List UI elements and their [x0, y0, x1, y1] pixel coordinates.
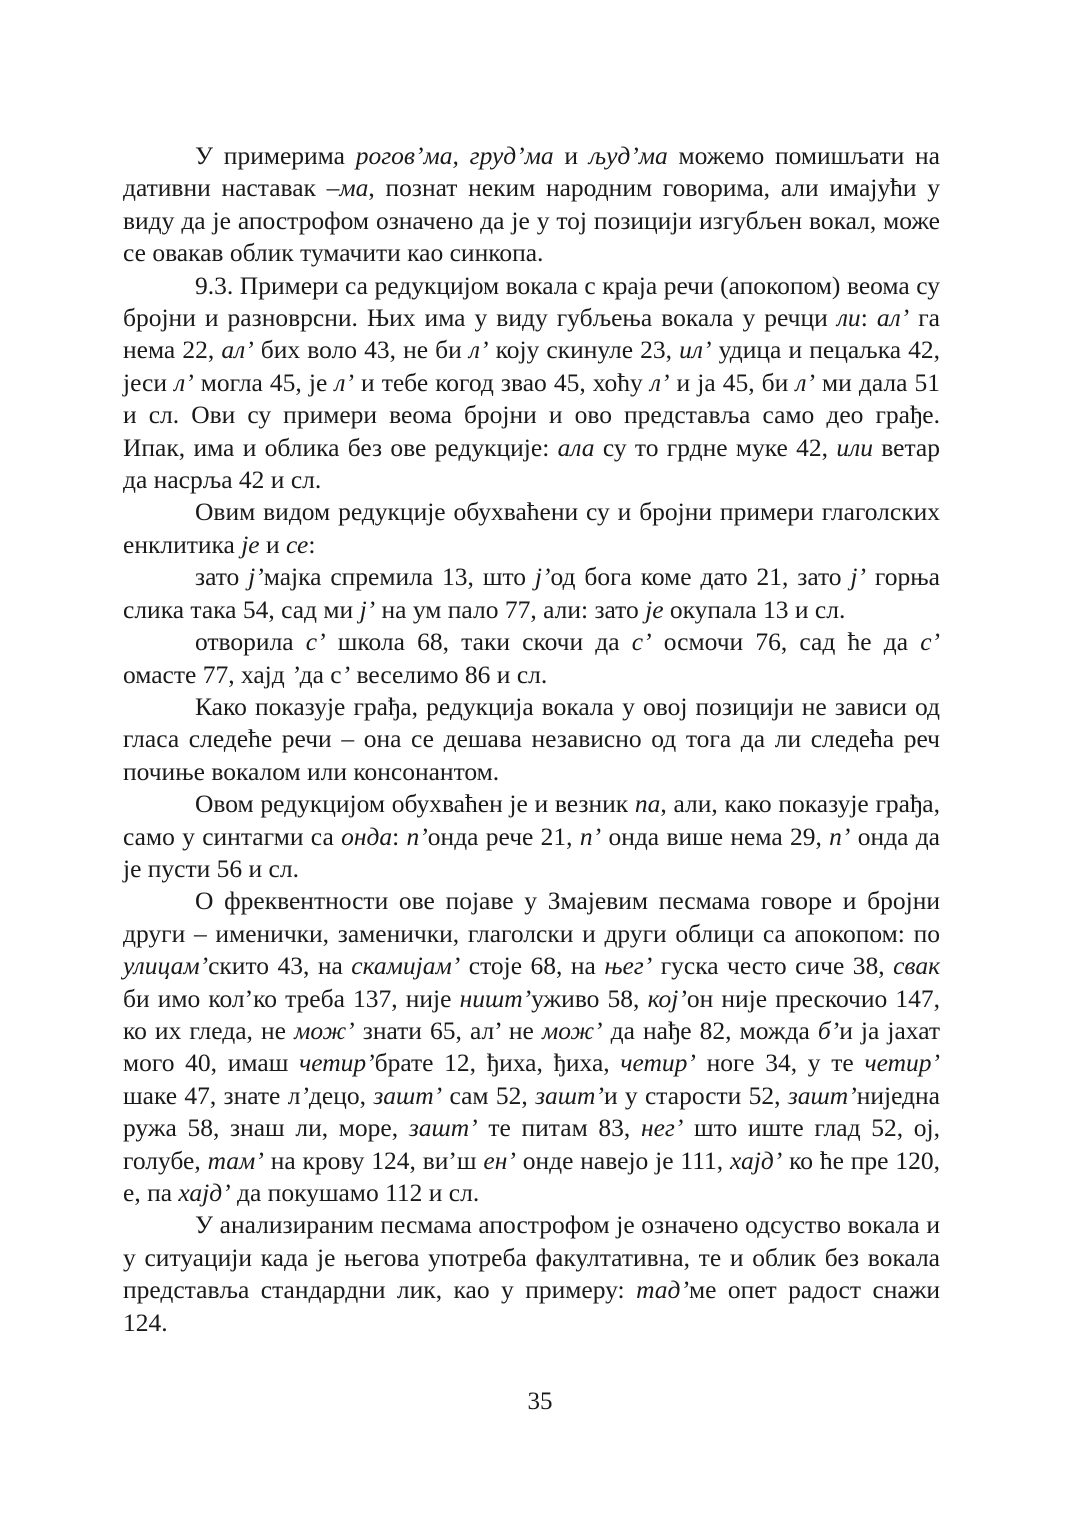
italic-example: нег’ [640, 1113, 684, 1143]
italic-example: с’ [305, 627, 326, 657]
italic-example: свак [893, 951, 941, 981]
italic-example: или [836, 432, 873, 462]
italic-example: ма [339, 173, 369, 203]
italic-example: ’ [341, 659, 351, 689]
italic-example: с’ [920, 627, 940, 657]
italic-example: њег’ [604, 951, 653, 981]
italic-example: зашт’ [408, 1113, 478, 1143]
italic-example: с’ [631, 627, 652, 657]
italic-example: п’ [406, 821, 428, 851]
italic-example: је [241, 529, 260, 559]
italic-example: j’ [359, 594, 376, 624]
italic-example: ил’ [679, 335, 712, 365]
italic-example: зашт’ [373, 1080, 443, 1110]
italic-example: ал’ [876, 303, 910, 333]
italic-example: онда [341, 821, 393, 851]
italic-example: л’ [795, 367, 815, 397]
italic-example: зашт’ [787, 1080, 857, 1110]
paragraph-optional-vowel: У анализираним песмама апострофом је означено одсуство вокала и у ситуацији када је његова употреба факултативна, те и облик без вокала представља стандардни лик, као у примеру: тад’ме опет радост снажи 124. [123, 1210, 941, 1337]
italic-example: п’ [829, 821, 851, 851]
italic-example: скамијам’ [351, 951, 461, 981]
italic-example: четир’ [864, 1048, 940, 1078]
italic-example: j’ [850, 562, 866, 592]
italic-example: мож’ [541, 1015, 603, 1045]
italic-example: хајд’ [730, 1145, 783, 1175]
italic-example: j’ [534, 562, 551, 592]
italic-example: улицам’ [123, 951, 209, 981]
italic-example: четир’ [620, 1048, 696, 1078]
page-number: 35 [527, 1388, 553, 1415]
paragraph-apocope-li: 9.3. Примери са редукцијом вокала с краја речи (апокопом) веома су бројни и разноврсни. Њих има у виду губљења вокала у речци ли: ал’ га нема 22, ал’ бих воло 43, не би л’ коју скинуле 23, ил’ удица и пецаљка 42, јеси л’ могла 45, је л’ и тебе когод звао 45, хоћу л’ и ја 45, би л’ ми дала 51 и сл. Ови су примери веома бројни и ово представља само део грађе. Ипак, има и облика без ове редукције: ала су то грдне муке 42, или ветар да насрља 42 и сл. [123, 270, 940, 495]
paragraph-phonetic-context: Како показује грађа, редукција вокала у овој позицији не зависи од гласа следеће речи – она се дешава независно од тога да ли следећа реч почиње вокалом или консонантом. [123, 691, 940, 786]
italic-example: је [645, 594, 664, 624]
italic-example: ’ [291, 659, 300, 689]
italic-example: ли [836, 303, 861, 333]
page-body [123, 140, 940, 1339]
paragraph-syncope: У примерима рогов’ма, груд’ма и људ’ма можемо помишљати на дативни наставак –ма, познат неким народним говорима, али имајући у виду да је апострофом означено да је у тој позицији изгубљен вокал, може се овакав облик тумачити као синкопа. [123, 141, 940, 268]
italic-example: л’ [174, 367, 194, 397]
italic-example: j’ [248, 562, 264, 592]
italic-example: рогов’ма, груд’ма [355, 141, 554, 170]
italic-example: четир’ [299, 1048, 375, 1078]
italic-example: ништ’ [459, 983, 532, 1013]
italic-example: кој’ [647, 983, 687, 1013]
paragraph-examples-je: зато j’мајка спремила 13, што j’од бога коме дато 21, зато j’ горња слика така 54, сад ми j’ на ум пало 77, али: зато је окупала 13 и сл. [123, 562, 940, 624]
italic-example: л’ [334, 367, 354, 397]
italic-example: п’ [579, 821, 602, 851]
paragraph-pa-conjunction: Овом редукцијом обухваћен је и везник па, али, како показује грађа, само у синтагми са онда: п’онда рече 21, п’ онда више нема 29, п’ онда да је пусти 56 и сл. [123, 789, 940, 883]
italic-example: б’ [817, 1015, 840, 1045]
paragraph-enclitics-intro: Овим видом редукције обухваћени су и бројни примери глаголских енклитика је и се: [123, 497, 940, 559]
italic-example: тад’ [636, 1275, 689, 1305]
paragraph-frequency: О фреквентности ове појаве у Змајевим песмама говоре и бројни други – именички, заменички, глаголски и други облици са апокопом: по улицам’скито 43, на скамијам’ стоје 68, на њег’ гуска често сиче 38, свак би имо кол’ко треба 137, није ништ’уживо 58, кој’он није прескочио 147, ко их гледа, не мож’ знати 65, ал’ не мож’ да нађе 82, можда б’и ја јахат мого 40, имаш четир’брате 12, ђиха, ђиха, четир’ ноге 34, у те четир’ шаке 47, знате л’децо, зашт’ сам 52, зашт’и у старости 52, зашт’ниједна ружа 58, знаш ли, море, зашт’ те питам 83, нег’ што иште глад 52, ој, голубе, там’ на крову 124, ви’ш ен’ онде навејо је 111, хајд’ ко ће пре 120, е, па хајд’ да покушамо 112 и сл. [123, 886, 941, 1207]
italic-example: ала [557, 432, 595, 462]
italic-example: там’ [207, 1145, 264, 1175]
italic-example: л’ [468, 335, 489, 365]
italic-example: се [286, 529, 309, 559]
italic-example: мож’ [294, 1015, 355, 1045]
italic-example: ’ [300, 1080, 309, 1110]
italic-example: хајд’ [178, 1178, 231, 1207]
italic-example: ен’ [483, 1145, 516, 1175]
italic-example: л’ [649, 367, 670, 397]
italic-example: па [634, 789, 661, 819]
paragraph-examples-se: отворила с’ школа 68, таки скочи да с’ осмочи 76, сад ће да с’ омасте 77, хајд ’да с’ веселимо 86 и сл. [123, 627, 940, 689]
italic-example: ал’ [221, 335, 254, 365]
italic-example: људ’ма [588, 141, 668, 170]
italic-example: зашт’ [535, 1080, 604, 1110]
